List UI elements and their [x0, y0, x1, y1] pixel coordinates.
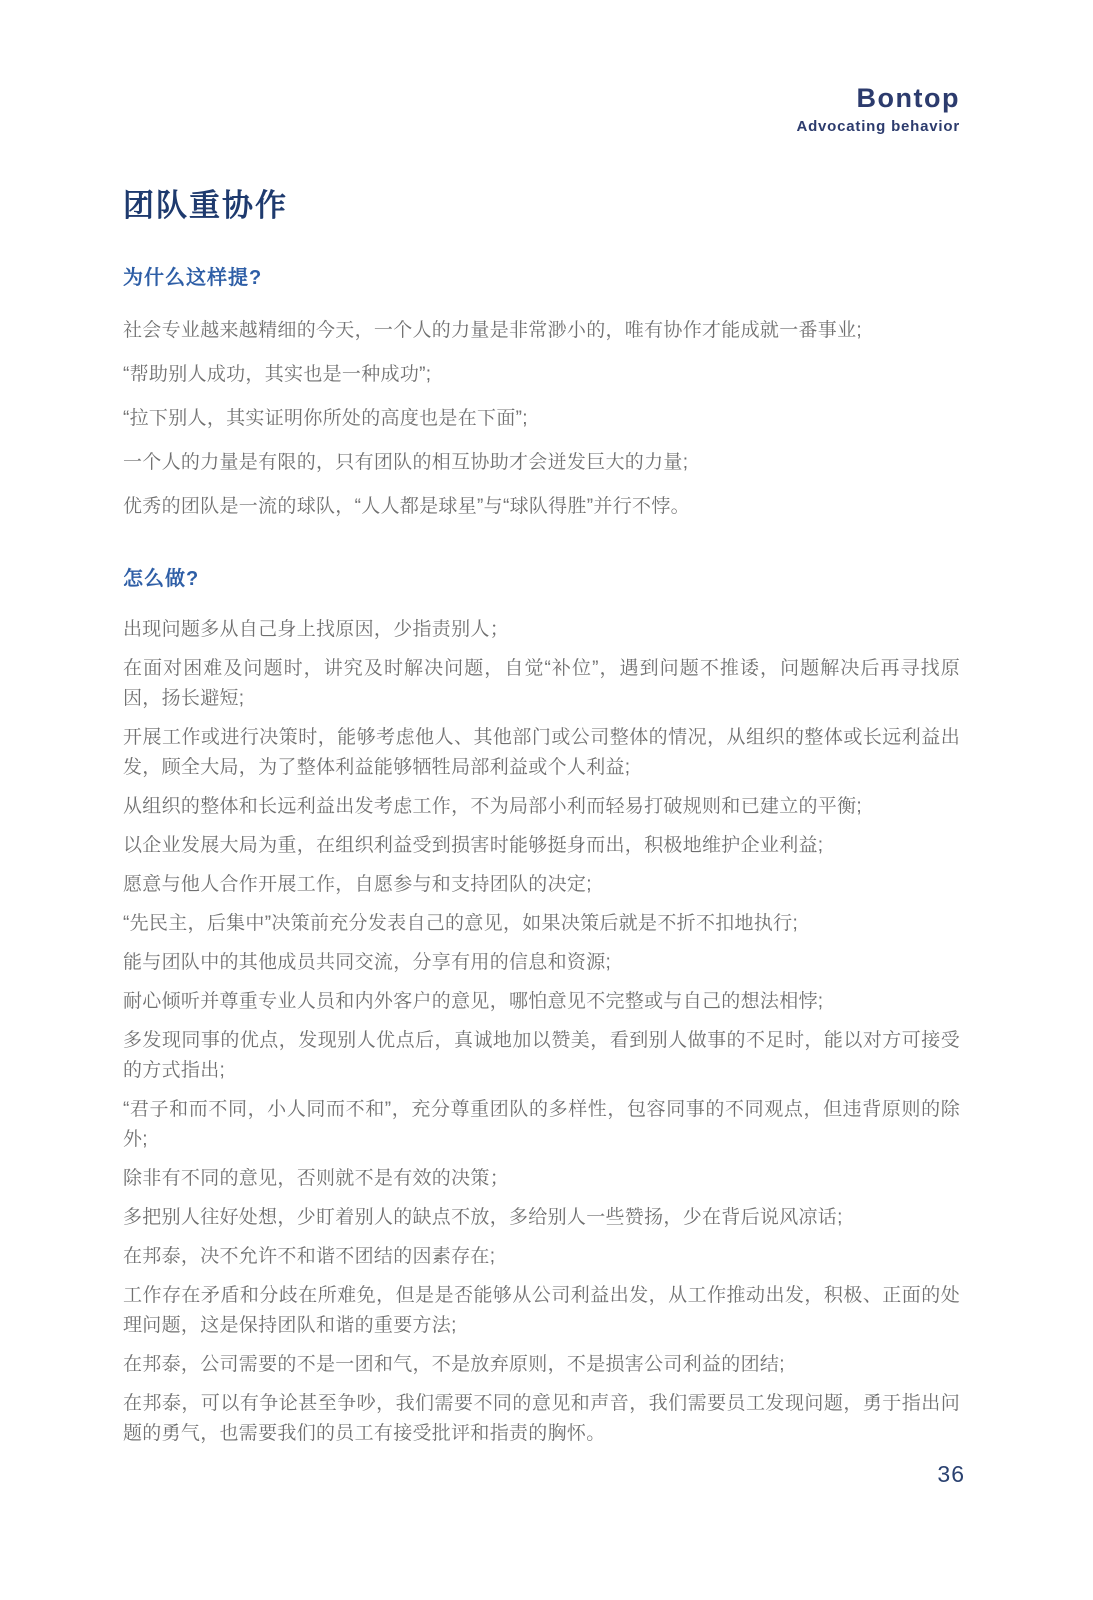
paragraph: 耐心倾听并尊重专业人员和内外客户的意见，哪怕意见不完整或与自己的想法相悖;: [123, 990, 824, 1012]
paragraph: 在邦泰，决不允许不和谐不团结的因素存在;: [123, 1245, 496, 1267]
paragraph: 社会专业越来越精细的今天，一个人的力量是非常渺小的，唯有协作才能成就一番事业;: [123, 319, 862, 341]
page-number: 36: [937, 1461, 965, 1487]
paragraph: 优秀的团队是一流的球队，“人人都是球星”与“球队得胜”并行不悖。: [123, 495, 690, 517]
paragraph: 在邦泰，公司需要的不是一团和气，不是放弃原则，不是损害公司利益的团结;: [123, 1353, 785, 1375]
page-title: 团队重协作: [123, 187, 288, 223]
paragraph: 在面对困难及问题时，讲究及时解决问题，自觉“补位”，遇到问题不推诿，问题解决后再寻找原因，扬长避短;: [123, 657, 960, 709]
paragraph: 能与团队中的其他成员共同交流，分享有用的信息和资源;: [123, 951, 612, 973]
paragraph: 愿意与他人合作开展工作，自愿参与和支持团队的决定;: [123, 873, 592, 895]
brand-logo: Bontop: [856, 83, 960, 113]
paragraph: 从组织的整体和长远利益出发考虑工作，不为局部小利而轻易打破规则和已建立的平衡;: [123, 795, 862, 817]
paragraph: 一个人的力量是有限的，只有团队的相互协助才会迸发巨大的力量;: [123, 451, 689, 473]
section-why-heading: 为什么这样提?: [123, 266, 263, 289]
brand-tagline: Advocating behavior: [796, 117, 960, 135]
paragraph: 除非有不同的意见，否则就不是有效的决策；: [123, 1167, 510, 1189]
paragraph: “先民主，后集中”决策前充分发表自己的意见，如果决策后就是不折不扣地执行;: [123, 912, 799, 934]
paragraph: “帮助别人成功，其实也是一种成功”;: [123, 363, 432, 385]
section-how-heading: 怎么做?: [123, 567, 200, 590]
paragraph: 出现问题多从自己身上找原因，少指责别人；: [123, 618, 510, 640]
section-how-paragraphs: [123, 615, 960, 1449]
paragraph: 开展工作或进行决策时，能够考虑他人、其他部门或公司整体的情况，从组织的整体或长远利益出发，顾全大局，为了整体利益能够牺牲局部利益或个人利益;: [123, 726, 960, 778]
brand-header: [123, 0, 960, 135]
section-how: [123, 567, 960, 1449]
section-why-paragraphs: [123, 316, 960, 521]
paragraph: “拉下别人，其实证明你所处的高度也是在下面”;: [123, 407, 528, 429]
paragraph: “君子和而不同，小人同而不和”，充分尊重团队的多样性，包容同事的不同观点，但违背原则的除外;: [123, 1098, 960, 1150]
section-why: [123, 266, 960, 521]
paragraph: 以企业发展大局为重，在组织利益受到损害时能够挺身而出，积极地维护企业利益;: [123, 834, 824, 856]
paragraph: 多把别人往好处想，少盯着别人的缺点不放，多给别人一些赞扬，少在背后说风凉话;: [123, 1206, 843, 1228]
paragraph: 在邦泰，可以有争论甚至争吵，我们需要不同的意见和声音，我们需要员工发现问题，勇于指出问题的勇气，也需要我们的员工有接受批评和指责的胸怀。: [123, 1392, 960, 1444]
paragraph: 多发现同事的优点，发现别人优点后，真诚地加以赞美，看到别人做事的不足时，能以对方可接受的方式指出;: [123, 1029, 960, 1081]
paragraph: 工作存在矛盾和分歧在所难免，但是是否能够从公司利益出发，从工作推动出发，积极、正面的处理问题，这是保持团队和谐的重要方法;: [123, 1284, 960, 1336]
page-content: [123, 187, 960, 1449]
